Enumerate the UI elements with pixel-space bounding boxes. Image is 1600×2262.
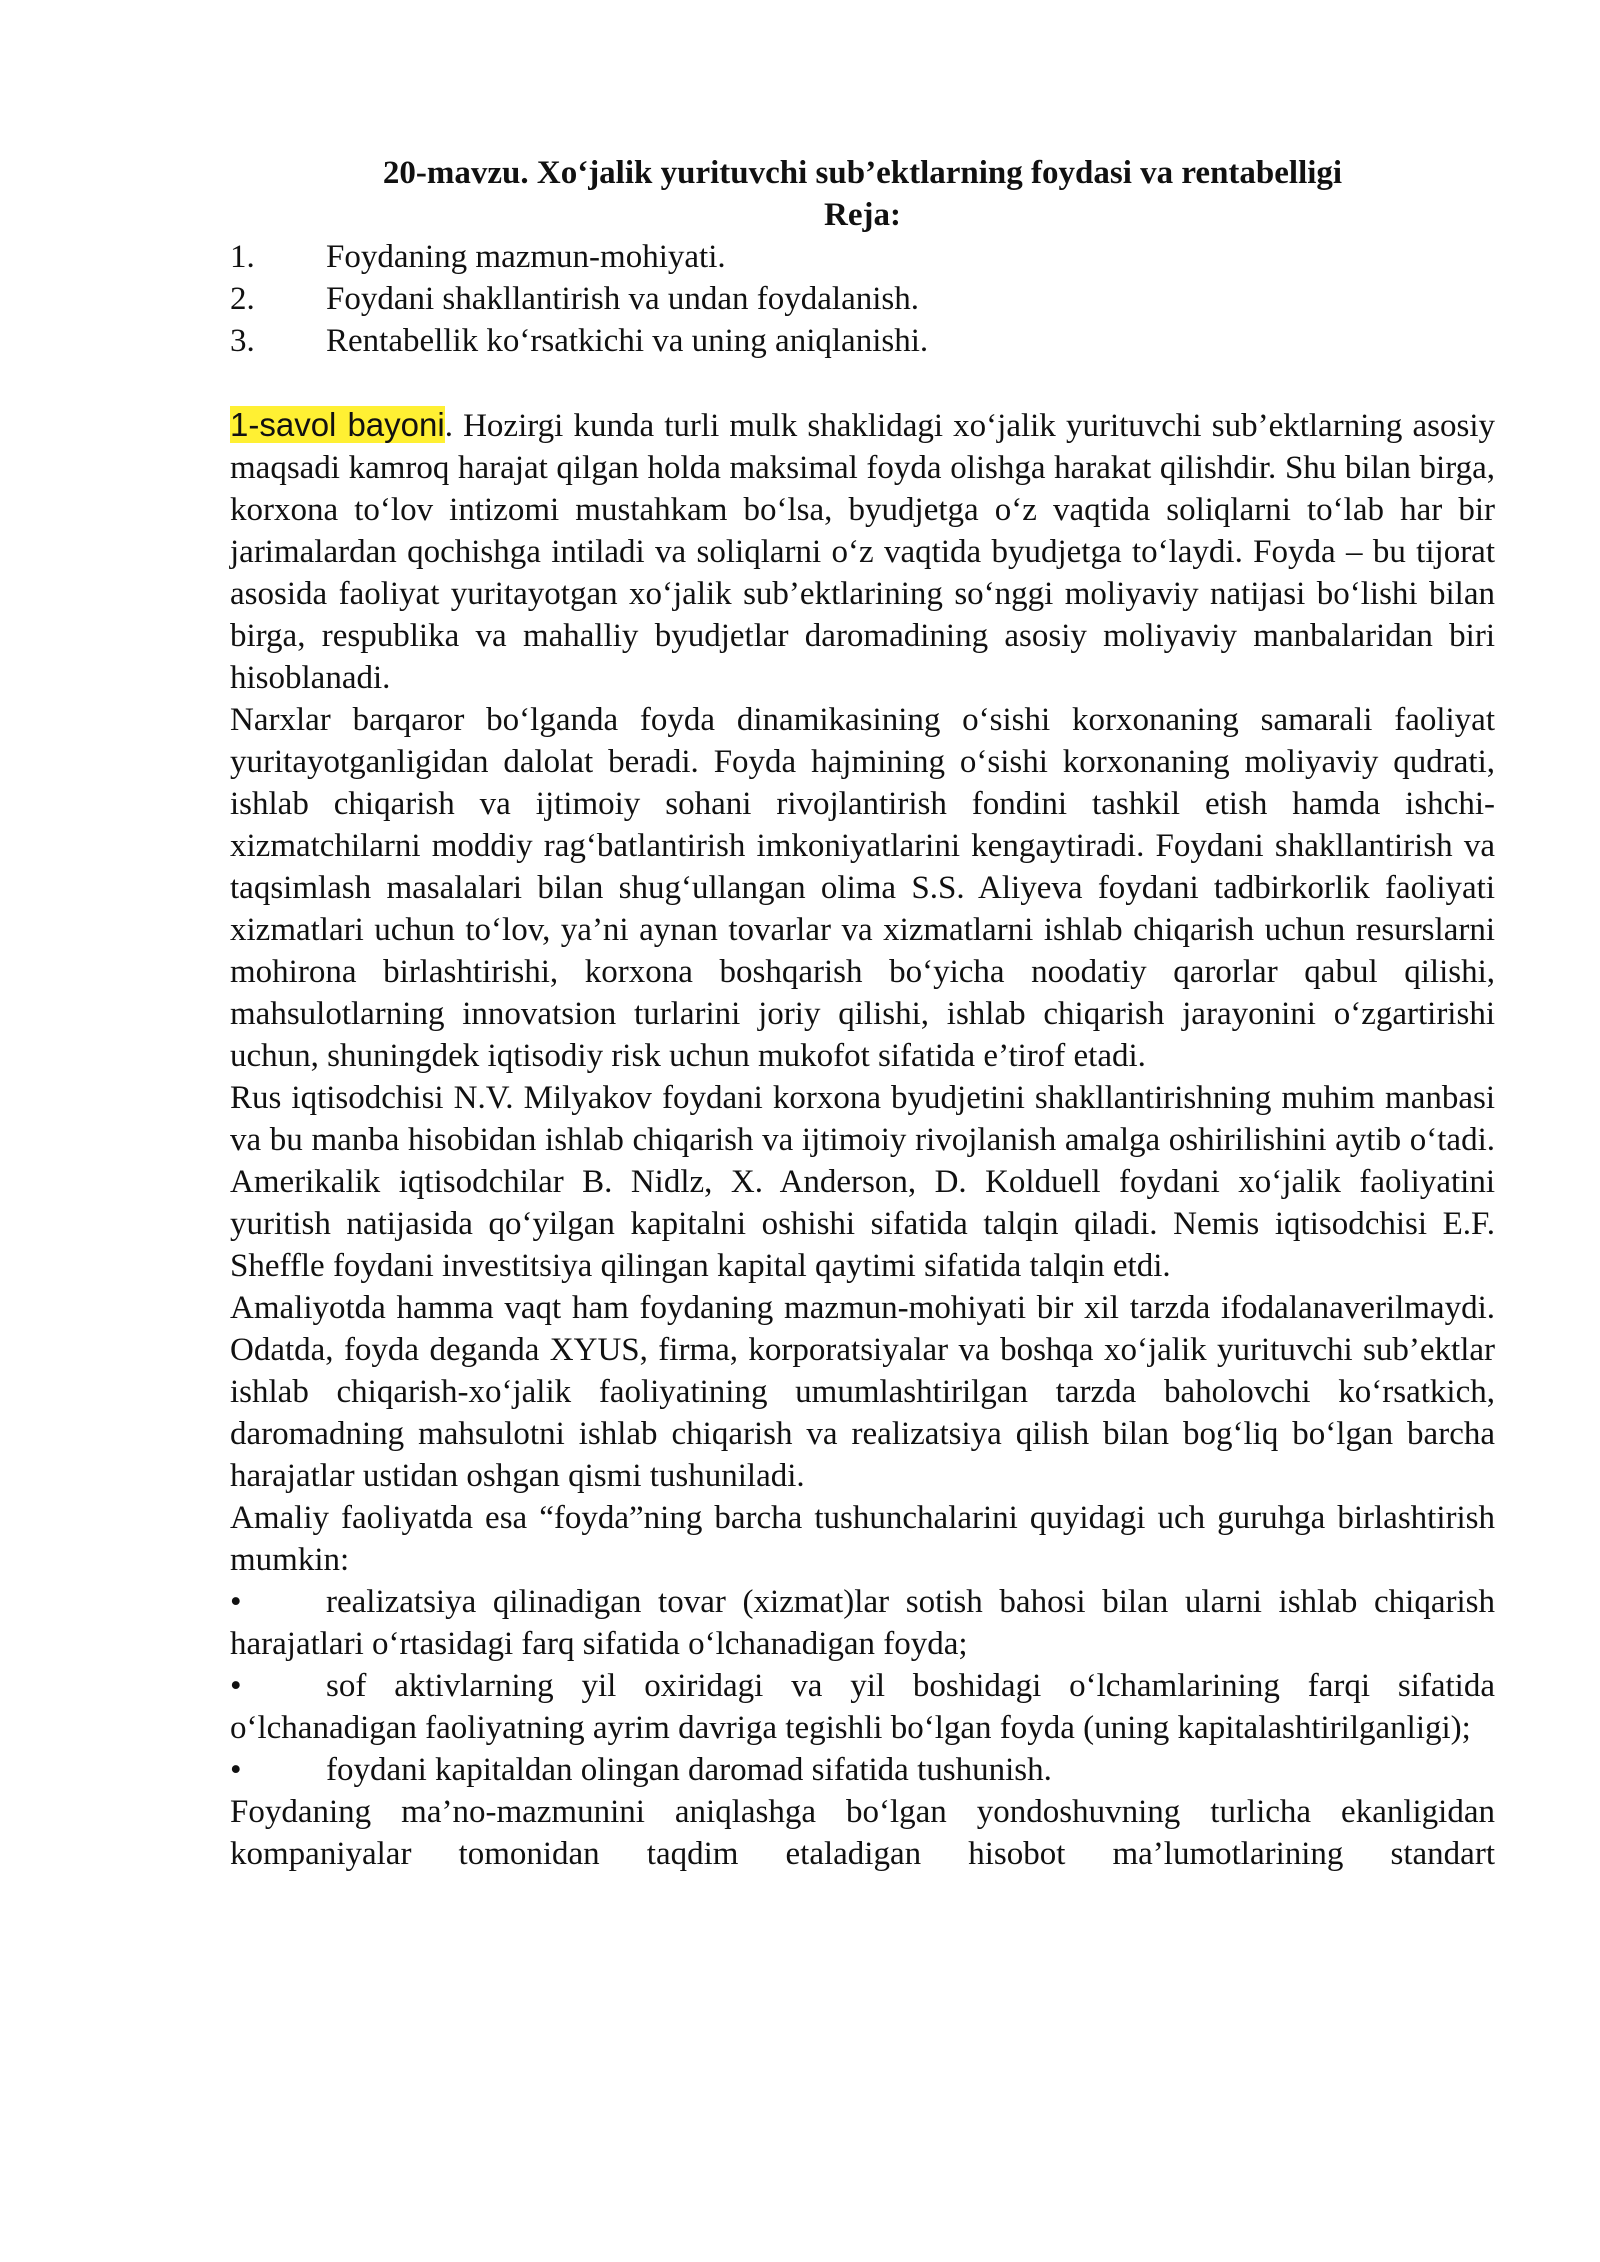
- plan-item: [230, 236, 1495, 278]
- bullet-icon: •: [230, 1752, 242, 1788]
- paragraph: Foydaning ma’no-mazmunini aniqlashga bo‘lgan yondoshuvning turlicha ekanligidan kompaniyalar tomonidan taqdim etaladigan hisobot ma’lumotlarining standart: [230, 1794, 1495, 1872]
- paragraph: Amaliyotda hamma vaqt ham foydaning mazmun-mohiyati bir xil tarzda ifodalanaverilmaydi. Odatda, foyda deganda XYUS, firma, korporatsiyalar va boshqa xo‘jalik yurituvchi sub’ektlar ishlab chiqarish-xo‘jalik faoliyatining umumlashtirilgan tarzda baholovchi ko‘rsatkich, daromadning mahsulotni ishlab chiqarish va realizatsiya qilish bilan bog‘liq bo‘lgan barcha harajatlar ustidan oshgan qismi tushuniladi.: [230, 1290, 1495, 1494]
- bullet-item: [230, 1749, 1495, 1791]
- document-title: 20-mavzu. Xo‘jalik yurituvchi sub’ektlarning foydasi va rentabelligi: [382, 155, 1343, 191]
- paragraph-text: . Hozirgi kunda turli mulk shaklidagi xo‘jalik yurituvchi sub’ektlarning asosiy maqsadi kamroq harajat qilgan holda maksimal foyda olishga harakat qilishdir. Shu bilan birga, korxona to‘lov intizomi mustahkam bo‘lsa, byudjetga o‘z vaqtida soliqlarni to‘lab har bir jarimalardan qochishga intiladi va soliqlarni o‘z vaqtida byudjetga to‘laydi. Foyda – bu tijorat asosida faoliyat yuritayotgan xo‘jalik sub’ektlarining so‘nggi moliyaviy natijasi bo‘lishi bilan birga, respublika va mahalliy byudjetlar daromadining asosiy moliyaviy manbalaridan biri hisoblanadi.: [230, 408, 1496, 696]
- paragraph: Amaliy faoliyatda esa “foyda”ning barcha tushunchalarini quyidagi uch guruhga birlashtirish mumkin:: [230, 1500, 1495, 1578]
- bullet-icon: •: [230, 1584, 242, 1620]
- plan-item: [230, 278, 1495, 320]
- paragraph: [230, 404, 1495, 699]
- paragraph: Rus iqtisodchisi N.V. Milyakov foydani korxona byudjetini shakllantirishning muhim manbasi va bu manba hisobidan ishlab chiqarish va ijtimoiy rivojlanish amalga oshirilishini aytib o‘tadi. Amerikalik iqtisodchilar B. Nidlz, X. Anderson, D. Kolduell foydani xo‘jalik faoliyatini yuritish natijasida qo‘yilgan kapitalni oshishi sifatida talqin qiladi. Nemis iqtisodchisi E.F. Sheffle foydani investitsiya qilingan kapital qaytimi sifatida talqin etdi.: [230, 1080, 1495, 1284]
- plan-item-text: Foydani shakllantirish va undan foydalanish.: [326, 281, 919, 317]
- plan-heading: Reja:: [824, 197, 901, 233]
- bullet-item: [230, 1665, 1495, 1749]
- bullet-item: [230, 1581, 1495, 1665]
- plan-item-text: Rentabellik ko‘rsatkichi va uning aniqlanishi.: [326, 323, 929, 359]
- bullet-text: sof aktivlarning yil oxiridagi va yil boshidagi o‘lchamlarining farqi sifatida o‘lchanadigan faoliyatning ayrim davriga tegishli bo‘lgan foyda (uning kapitalashtirilganligi);: [230, 1668, 1495, 1746]
- plan-list: [230, 236, 1495, 362]
- plan-item: [230, 320, 1495, 362]
- plan-item-text: Foydaning mazmun-mohiyati.: [326, 239, 726, 275]
- spacer: [230, 362, 1495, 404]
- bullet-text: foydani kapitaldan olingan daromad sifatida tushunish.: [326, 1752, 1052, 1788]
- paragraph: Narxlar barqaror bo‘lganda foyda dinamikasining o‘sishi korxonaning samarali faoliyat yuritayotganligidan dalolat beradi. Foyda hajmining o‘sishi korxonaning moliyaviy qudrati, ishlab chiqarish va ijtimoiy sohani rivojlantirish fondini tashkil etish hamda ishchi-xizmatchilarni moddiy rag‘batlantirish imkoniyatlarini kengaytiradi. Foydani shakllantirish va taqsimlash masalalari bilan shug‘ullangan olima S.S. Aliyeva foydani tadbirkorlik faoliyati xizmatlari uchun to‘lov, ya’ni aynan tovarlar va xizmatlarni ishlab chiqarish uchun resurslarni mohirona birlashtirishi, korxona boshqarish bo‘yicha noodatiy qarorlar qabul qilishi, mahsulotlarning innovatsion turlarini joriy qilishi, ishlab chiqarish jarayonini o‘zgartirishi uchun, shuningdek iqtisodiy risk uchun mukofot sifatida e’tirof etadi.: [230, 702, 1495, 1074]
- plan-item-number: 3.: [230, 323, 255, 359]
- plan-item-number: 1.: [230, 239, 255, 275]
- plan-item-number: 2.: [230, 281, 255, 317]
- highlighted-heading: 1-savol bayoni: [230, 406, 445, 443]
- bullet-icon: •: [230, 1668, 242, 1704]
- bullet-list: [230, 1581, 1495, 1791]
- bullet-text: realizatsiya qilinadigan tovar (xizmat)lar sotish bahosi bilan ularni ishlab chiqarish harajatlari o‘rtasidagi farq sifatida o‘lchanadigan foyda;: [230, 1584, 1495, 1662]
- document-page: [230, 152, 1495, 1875]
